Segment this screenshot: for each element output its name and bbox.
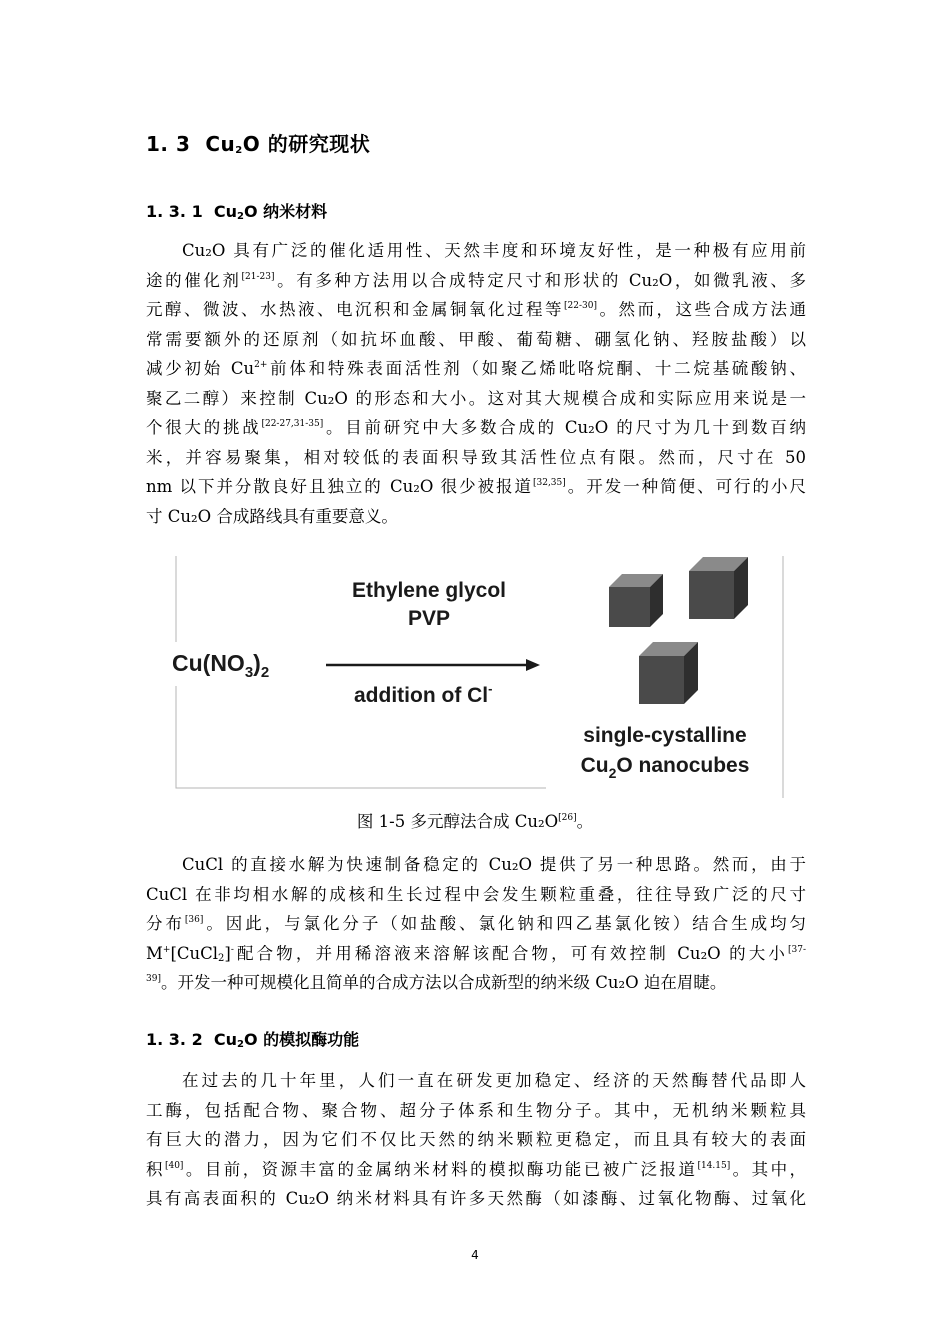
text-run: 配合物，并用稀溶液来溶解该配合物，可有效控制 Cu₂O 的大小	[233, 943, 788, 963]
text-run: 。目前，资源丰富的金属纳米材料的模拟酶功能已被广泛报道	[183, 1159, 698, 1179]
paragraph-line	[146, 968, 806, 998]
citation: [26]	[558, 813, 577, 823]
section-title-part: O 的研究现状	[242, 132, 371, 156]
text-run: 。其中，	[730, 1159, 806, 1179]
condition-solvent: Ethylene glycol	[351, 579, 507, 602]
subsection-number: 1. 3. 2	[146, 1030, 203, 1049]
subsection-title-sub: 2	[236, 1039, 244, 1050]
text-run: 积	[146, 1159, 165, 1179]
paragraph-line	[146, 413, 806, 443]
text-run: 。目前研究中大多数合成的 Cu₂O 的尺寸为几十到数百纳	[323, 418, 806, 437]
text-run: 。开发一种简便、可行的小尺	[565, 477, 806, 496]
paragraph-line: 有巨大的潜力，因为它们不仅比天然的纳米颗粒更稳定，而且具有较大的表面	[146, 1130, 806, 1149]
text-run: 前体和特殊表面活性剂（如聚乙烯吡咯烷酮、十二烷基硫酸钠、	[267, 359, 806, 378]
text-run: 。然而，这些合成方法通	[597, 300, 806, 319]
page-number: 4	[471, 1248, 479, 1262]
paragraph-line	[146, 266, 806, 296]
paragraph-3	[146, 1066, 806, 1214]
section-title-part: Cu	[205, 132, 236, 156]
section-number: 1. 3	[146, 132, 191, 156]
section-heading	[146, 128, 370, 157]
figure-caption	[0, 808, 950, 832]
reactant-label: $Cu(NO_3)_2$	[172, 650, 270, 681]
reaction-scheme-figure	[146, 556, 806, 801]
paragraph-line: Cu₂O 具有广泛的催化适用性、天然丰度和环境友好性，是一种极有应用前	[182, 241, 806, 260]
text-run: nm 以下并分散良好且独立的 Cu₂O 很少被报道	[146, 477, 533, 496]
citation: [37-	[787, 944, 806, 955]
subscript: 2	[218, 952, 225, 964]
paragraph-line	[146, 939, 806, 969]
paragraph-line	[146, 1155, 806, 1185]
caption-text: 图 1-5 多元醇法合成 Cu₂O	[356, 812, 559, 831]
paragraph-line: 具有高表面积的 Cu₂O 纳米材料具有许多天然酶（如漆酶、过氧化物酶、过氧化	[146, 1189, 806, 1208]
superscript: 2+	[254, 360, 268, 370]
subsection-title-part: Cu	[213, 1030, 237, 1049]
nanocube-3	[639, 642, 698, 704]
arrow-head	[526, 659, 540, 671]
text-run: 分布	[146, 914, 185, 933]
citation: 39]	[146, 974, 161, 984]
text-run: 个很大的挑战	[146, 418, 262, 437]
text-run: 减少初始 Cu	[146, 359, 255, 378]
paragraph-line: CuCl 在非均相水解的成核和生长过程中会发生颗粒重叠，往往导致广泛的尺寸	[146, 884, 806, 904]
nanocube-1	[609, 574, 663, 627]
paragraph-line: 常需要额外的还原剂（如抗坏血酸、甲酸、葡萄糖、硼氢化钠、羟胺盐酸）以	[146, 329, 806, 349]
text-run: 。有多种方法用以合成特定尺寸和形状的 Cu₂O，如微乳液、多	[274, 270, 806, 290]
citation: [32,35]	[532, 478, 566, 488]
nanocube-2	[689, 557, 748, 619]
paragraph-line	[146, 909, 806, 939]
paragraph-line: 工酶，包括配合物、聚合物、超分子体系和生物分子。其中，无机纳米颗粒具	[146, 1100, 806, 1120]
text-run: 。因此，与氯化分子（如盐酸、氯化钠和四乙基氯化铵）结合生成均匀	[203, 914, 806, 933]
paragraph-2	[146, 850, 806, 998]
citation: [22-27,31-35]	[261, 419, 324, 429]
citation: [36]	[184, 915, 204, 925]
superscript: +	[162, 944, 171, 955]
superscript: -	[230, 944, 234, 955]
text-run: ]	[224, 943, 231, 963]
paragraph-line: 在过去的几十年里，人们一直在研发更加稳定、经济的天然酶替代品即人	[182, 1071, 806, 1090]
citation: [22-30]	[564, 301, 597, 311]
paragraph-line	[146, 472, 806, 502]
citation: [40]	[164, 1160, 184, 1171]
citation: [21-23]	[241, 271, 275, 282]
paragraph-line: 聚乙二醇）来控制 Cu₂O 的形态和大小。这对其大规模合成和实际应用来说是一	[146, 388, 806, 408]
text-run: 途的催化剂	[146, 270, 242, 290]
citation: [14.15]	[697, 1160, 731, 1171]
section-title-sub: 2	[235, 145, 243, 156]
condition-surfactant: PVP	[407, 607, 451, 630]
caption-text: 。	[576, 812, 594, 831]
product-label-2: $Cu_2O$ nanocubes	[580, 754, 750, 781]
condition-additive: addition of Cl-	[354, 681, 493, 707]
text-run: [CuCl	[170, 943, 219, 963]
text-run: 元醇、微波、水热液、电沉积和金属铜氧化过程等	[146, 300, 565, 319]
paragraph-line: 米，并容易聚集，相对较低的表面积导致其活性位点有限。然而，尺寸在 50	[146, 447, 806, 467]
subsection-heading-2	[146, 1027, 359, 1050]
paragraph-1	[146, 236, 806, 531]
paragraph-line: CuCl 的直接水解为快速制备稳定的 Cu₂O 提供了另一种思路。然而，由于	[182, 855, 806, 874]
subsection-title-part: O 的模拟酶功能	[243, 1030, 360, 1049]
paragraph-line: 寸 Cu₂O 合成路线具有重要意义。	[146, 506, 398, 526]
paragraph-line	[146, 354, 806, 384]
subsection-title-part: Cu	[213, 202, 237, 221]
text-run: 。开发一种可规模化且简单的合成方法以合成新型的纳米级 Cu₂O 迫在眉睫。	[160, 973, 727, 992]
subsection-heading-1	[146, 199, 327, 222]
product-label-1: single-cystalline	[583, 724, 747, 747]
subsection-title-part: O 纳米材料	[243, 202, 328, 221]
text-run: M	[146, 943, 163, 963]
subsection-number: 1. 3. 1	[146, 202, 203, 221]
paragraph-line	[146, 295, 806, 325]
subsection-title-sub: 2	[236, 211, 244, 222]
